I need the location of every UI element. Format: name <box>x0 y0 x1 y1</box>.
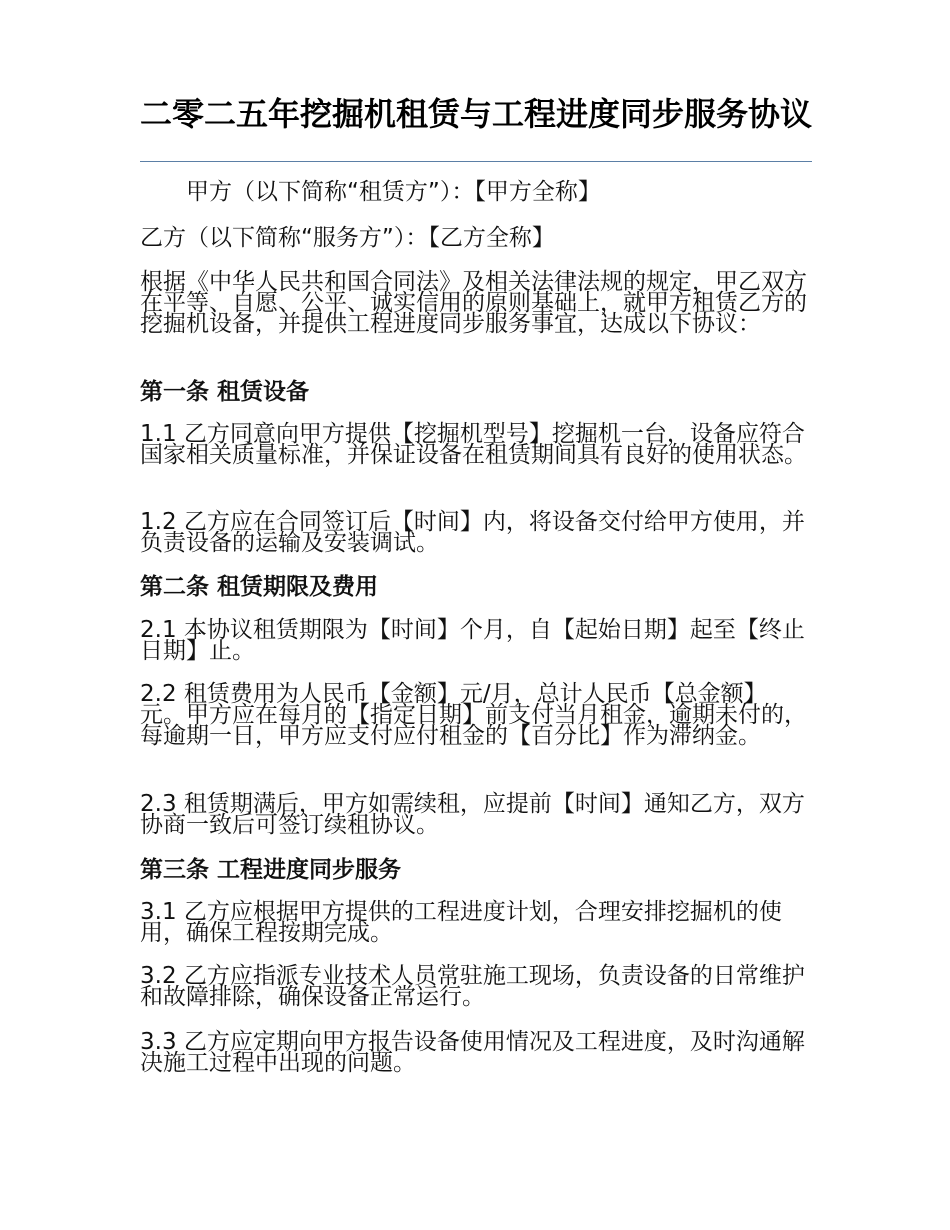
article-3-heading: 第三条 工程进度同步服务 <box>140 857 402 883</box>
clause-1-1: 1.1 乙方同意向甲方提供【挖掘机型号】挖掘机一台，设备应符合国家相关质量标准，并保证设备在租赁期间具有良好的使用状态。 <box>140 421 807 468</box>
clause-2-3: 2.3 租赁期满后，甲方如需续租，应提前【时间】通知乙方，双方协商一致后可签订续租协议。 <box>140 791 805 838</box>
party-a-line: 甲方（以下简称“租赁方”）：【甲方全称】 <box>186 179 601 205</box>
preamble-paragraph: 根据《中华人民共和国合同法》及相关法律法规的规定，甲乙双方在平等、自愿、公平、诚实信用的原则基础上，就甲方租赁乙方的挖掘机设备，并提供工程进度同步服务事宜，达成以下协议： <box>140 269 807 337</box>
article-1-heading: 第一条 租赁设备 <box>140 379 310 405</box>
article-2-heading: 第二条 租赁期限及费用 <box>140 574 379 600</box>
clause-2-2: 2.2 租赁费用为人民币【金额】元/月，总计人民币【总金额】元。甲方应在每月的【指定日期】前支付当月租金，逾期未付的，每逾期一日，甲方应支付应付租金的【百分比】作为滞纳金。 <box>140 681 807 749</box>
clause-3-1: 3.1 乙方应根据甲方提供的工程进度计划，合理安排挖掘机的使用，确保工程按期完成。 <box>140 899 782 946</box>
party-b-line: 乙方（以下简称“服务方”）：【乙方全称】 <box>140 225 555 251</box>
title-underline <box>140 161 812 162</box>
clause-1-2: 1.2 乙方应在合同签订后【时间】内，将设备交付给甲方使用，并负责设备的运输及安装调试。 <box>140 509 805 556</box>
clause-2-1: 2.1 本协议租赁期限为【时间】个月，自【起始日期】起至【终止日期】止。 <box>140 617 805 664</box>
document-title: 二零二五年挖掘机租赁与工程进度同步服务协议 <box>140 95 813 133</box>
clause-3-3: 3.3 乙方应定期向甲方报告设备使用情况及工程进度，及时沟通解决施工过程中出现的问题。 <box>140 1029 805 1076</box>
clause-3-2: 3.2 乙方应指派专业技术人员常驻施工现场，负责设备的日常维护和故障排除，确保设备正常运行。 <box>140 963 805 1010</box>
